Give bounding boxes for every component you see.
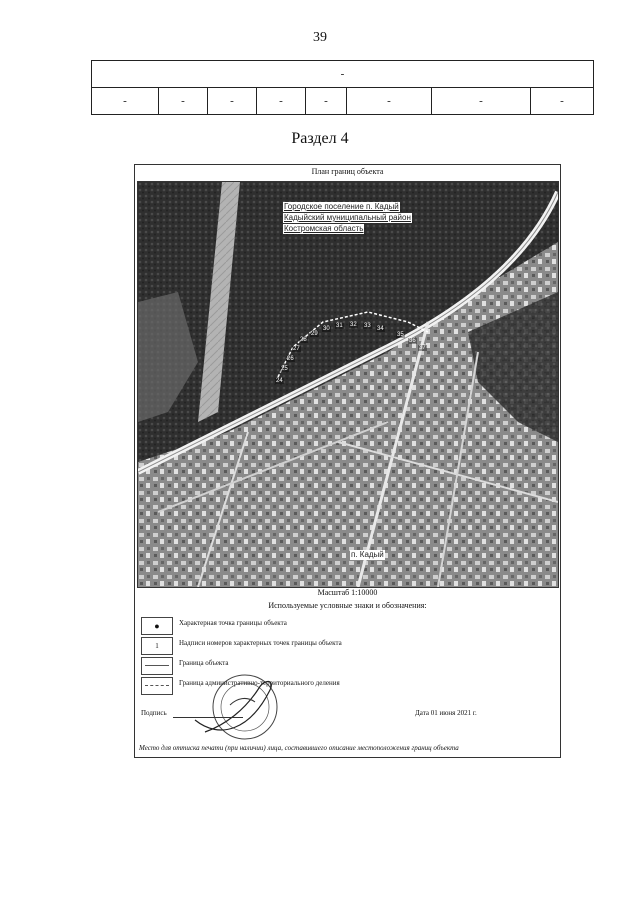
legend-admin-boundary-symbol (141, 677, 173, 695)
boundary-point-number: 30 (323, 326, 330, 332)
settlement-label: п. Кадый (351, 550, 384, 559)
legend-number-symbol: 1 (141, 637, 173, 655)
boundary-point-number: 36 (409, 338, 416, 344)
stamp-place-note: Место для оттиска печати (при наличии) лица, составившего описание местоположения границ объекта (139, 744, 459, 752)
boundary-point-number: 24 (276, 378, 283, 384)
boundary-point-number: 28 (300, 337, 307, 343)
region-label: Городское поселение п. Кадый (284, 202, 399, 211)
table-row (92, 88, 594, 115)
table-cell: - (208, 88, 257, 115)
continuation-table (91, 60, 594, 115)
boundary-point-number: 34 (377, 326, 384, 332)
boundary-point-number: 35 (397, 332, 404, 338)
table-cell: - (92, 88, 159, 115)
legend-boundary-symbol (141, 657, 173, 675)
region-label: Кадыйский муниципальный район (284, 213, 411, 222)
table-cell: - (531, 88, 594, 115)
legend-title: Используемые условные знаки и обозначения: (268, 601, 427, 610)
table-cell: - (92, 61, 594, 88)
plan-title: План границ объекта (311, 167, 384, 176)
boundary-plan-frame (134, 164, 561, 758)
legend-text: Граница административно-территориального деления (179, 679, 340, 687)
boundary-point-number: 32 (350, 322, 357, 328)
map-image (138, 182, 558, 587)
table-cell: - (257, 88, 306, 115)
satellite-map[interactable] (137, 181, 559, 588)
table-cell: - (306, 88, 347, 115)
legend-text: Граница объекта (179, 659, 229, 667)
boundary-point-number: 27 (293, 346, 300, 352)
section-title: Раздел 4 (291, 130, 349, 147)
map-scale: Масштаб 1:10000 (317, 588, 378, 597)
legend-text: Характерная точка границы объекта (179, 619, 287, 627)
boundary-point-number: 33 (364, 323, 371, 329)
signature-label: Подпись (141, 709, 167, 717)
legend-point-symbol: ● (141, 617, 173, 635)
stamp-signature-graphic (175, 670, 285, 744)
table-cell: - (347, 88, 432, 115)
boundary-point-number: 26 (287, 356, 294, 362)
boundary-point-number: 37 (419, 345, 426, 351)
boundary-point-number: 31 (336, 323, 343, 329)
table-cell: - (432, 88, 531, 115)
boundary-point-number: 29 (311, 331, 318, 337)
signature-line (173, 717, 243, 718)
table-row (92, 61, 594, 88)
legend-text: Надписи номеров характерных точек границы объекта (179, 639, 342, 647)
region-label: Костромская область (284, 224, 364, 233)
table-cell: - (159, 88, 208, 115)
signature-date: Дата 01 июня 2021 г. (415, 709, 477, 717)
boundary-point-number: 25 (281, 366, 288, 372)
page-number: 39 (313, 30, 327, 45)
